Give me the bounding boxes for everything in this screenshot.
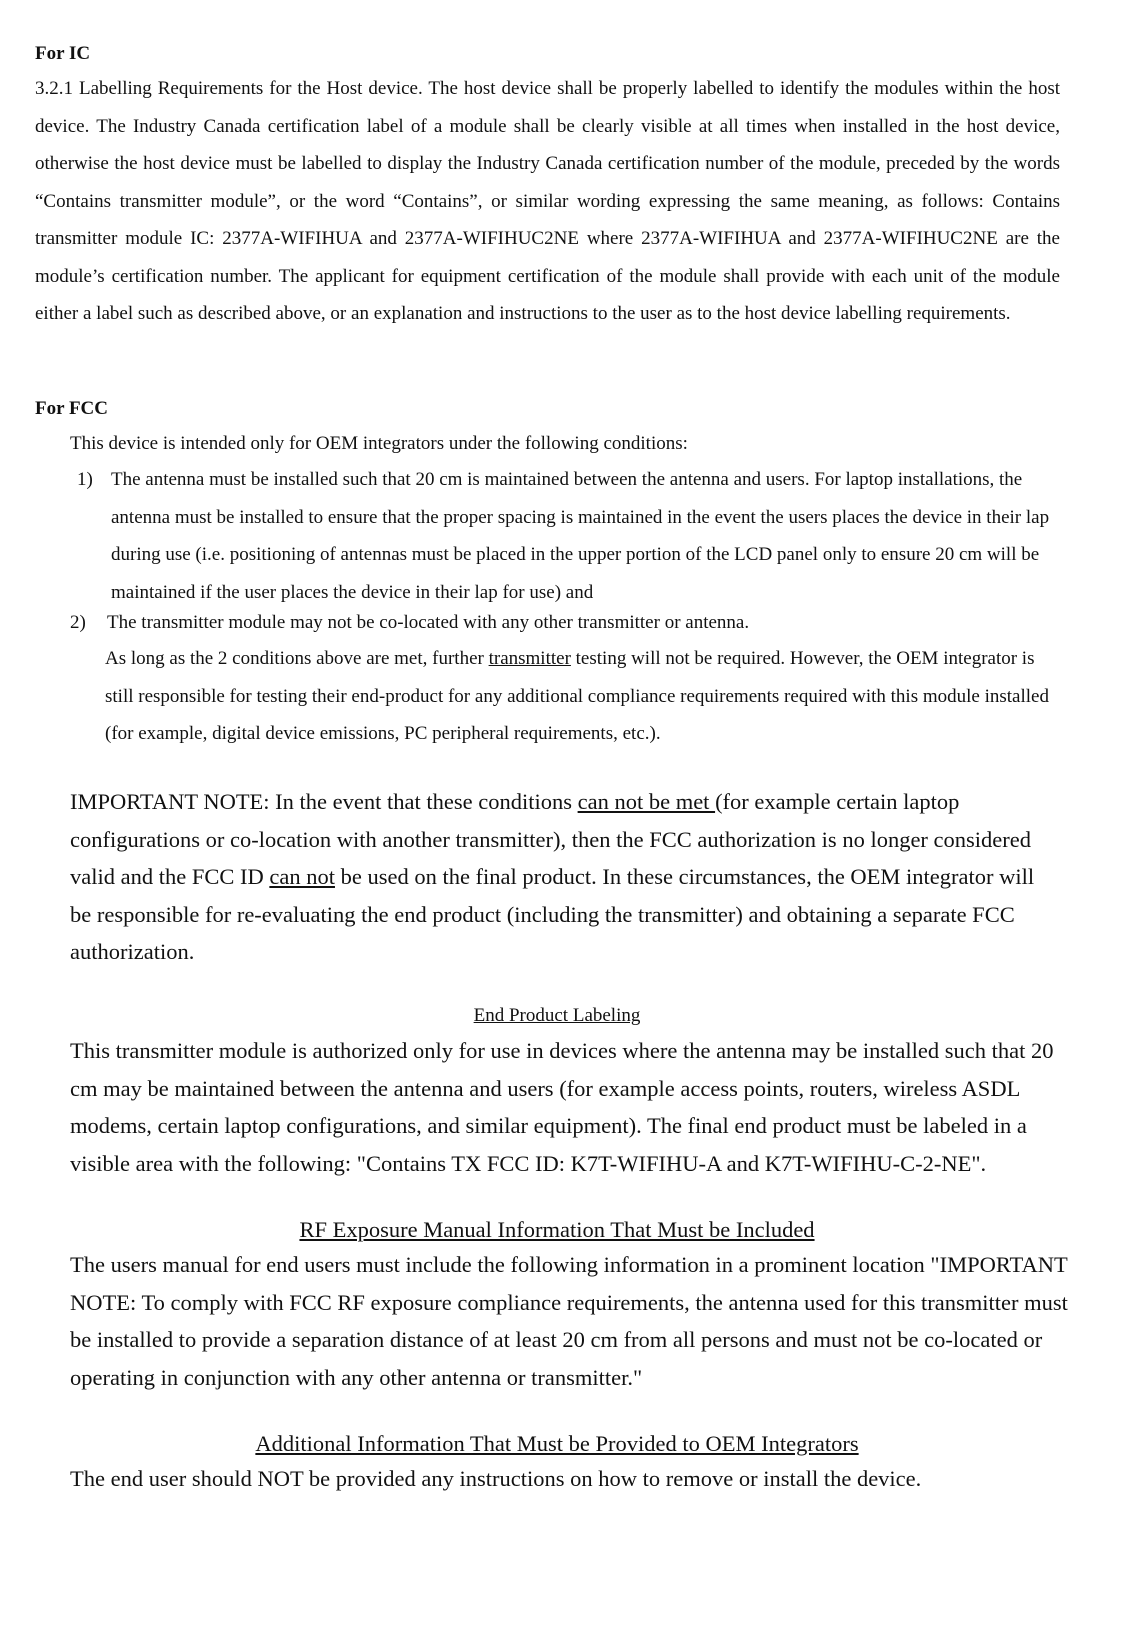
important-note-part3: be used on the final product. In these circumstances, the OEM integrator will be responsible for re-evaluating the end product (including the transmitter) and obtaining a separate FCC authorization. — [70, 864, 1035, 964]
important-note-part2: (for example certain laptop configurations or co-location with another transmitter), then the FCC authorization is no longer considered valid and the FCC ID — [70, 789, 1032, 889]
important-note-underline1: can not be met — [577, 789, 716, 814]
fcc-followup — [105, 640, 1055, 753]
rf-exposure-text: The users manual for end users must include the following information in a prominent location "IMPORTANT NOTE: To comply with FCC RF exposure compliance requirements, the antenna used for this transmitter must be installed to provide a separation distance of at least 20 cm from all persons and must not be co-located or operating in conjunction with any other antenna or transmitter." — [70, 1252, 1068, 1390]
fcc-condition-2 — [70, 604, 1060, 642]
condition-2-number: 2) — [70, 612, 86, 633]
condition-2-text: The transmitter module may not be co-located with any other transmitter or antenna. — [107, 612, 750, 633]
followup-pre: As long as the 2 conditions above are met, further — [105, 648, 489, 669]
important-note-underline2: can not — [269, 864, 335, 889]
important-note-part1: IMPORTANT NOTE: In the event that these conditions — [70, 789, 578, 814]
fcc-heading: For FCC — [35, 398, 108, 419]
ic-heading: For IC — [35, 43, 91, 64]
condition-1-number: 1) — [77, 469, 93, 490]
end-product-text: This transmitter module is authorized only for use in devices where the antenna may be installed such that 20 cm may be maintained between the antenna and users (for example access points, routers, wireless ASDL modems, certain laptop configurations, and similar equipment). The final end product must be labeled in a visible area with the following: "Contains TX FCC ID: K7T-WIFIHU-A and K7T-WIFIHU-C-2-NE". — [70, 1038, 1054, 1176]
followup-post: testing will not be required. However, the OEM integrator is still responsible for testing their end-product for any additional compliance requirements required with this module installed (for example, digital device emissions, PC peripheral requirements, etc.). — [105, 648, 1049, 744]
important-note — [70, 783, 1055, 971]
followup-underlined: transmitter — [488, 648, 571, 669]
fcc-condition-1 — [77, 461, 1062, 611]
additional-info-text: The end user should NOT be provided any instructions on how to remove or install the device. — [70, 1466, 922, 1491]
rf-exposure-heading: RF Exposure Manual Information That Must be Included — [299, 1217, 815, 1242]
end-product-heading: End Product Labeling — [473, 1005, 641, 1026]
condition-1-text: The antenna must be installed such that 20 cm is maintained between the antenna and users. For laptop installations, the antenna must be installed to ensure that the proper spacing is maintained in the event the users places the device in their lap during use (i.e. positioning of antennas must be placed in the upper portion of the LCD panel only to ensure 20 cm will be maintained if the user places the device in their lap for use) and — [111, 469, 1050, 603]
additional-info-heading: Additional Information That Must be Provided to OEM Integrators — [255, 1431, 859, 1456]
fcc-intro: This device is intended only for OEM integrators under the following conditions: — [70, 433, 688, 454]
ic-paragraph: 3.2.1 Labelling Requirements for the Host device. The host device shall be properly labelled to identify the modules within the host device. The Industry Canada certification label of a module shall be clearly visible at all times when installed in the host device, otherwise the host device must be labelled to display the Industry Canada certification number of the module, preceded by the words “Contains transmitter module”, or the word “Contains”, or similar wording expressing the same meaning, as follows: Contains transmitter module IC: 2377A-WIFIHUA and 2377A-WIFIHUC2NE where 2377A-WIFIHUA and 2377A-WIFIHUC2NE are the module’s certification number. The applicant for equipment certification of the module shall provide with each unit of the module either a label such as described above, or an explanation and instructions to the user as to the host device labelling requirements. — [35, 78, 1060, 324]
